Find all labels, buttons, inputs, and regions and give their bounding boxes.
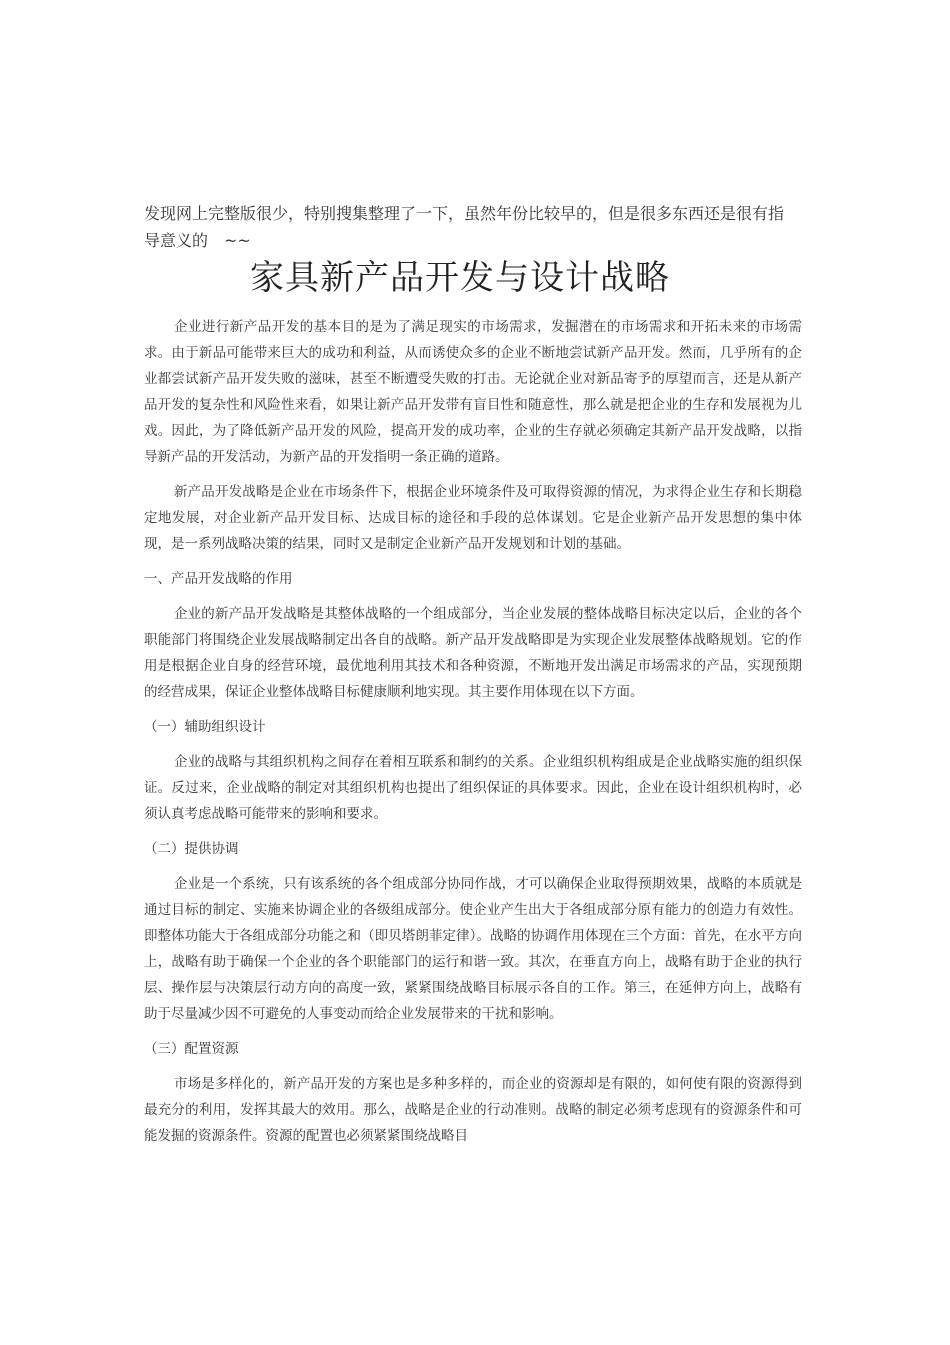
intro-note: 发现网上完整版很少，特别搜集整理了一下，虽然年份比较早的，但是很多东西还是很有指导意义的 ~~ <box>144 204 785 250</box>
paragraph: 企业进行新产品开发的基本目的是为了满足现实的市场需求，发掘潜在的市场需求和开拓未来的市场需求。由于新品可能带来巨大的成功和利益，从而诱使众多的企业不断地尝试新产品开发。然而，几乎所有的企业都尝试新产品开发失败的滋味，甚至不断遭受失败的打击。无论就企业对新品寄予的厚望而言，还是从新产品开发的复杂性和风险性来看，如果让新产品开发带有盲目性和随意性，那么就是把企业的生存和发展视为儿戏。因此，为了降低新产品开发的风险，提高开发的成功率，企业的生存就必须确定其新产品开发战略，以指导新产品的开发活动，为新产品的开发指明一条正确的道路。 <box>144 319 802 465</box>
section-heading: 一、产品开发战略的作用 <box>144 571 293 587</box>
paragraph: 市场是多样化的，新产品开发的方案也是多种多样的，而企业的资源却是有限的，如何使有限的资源得到最充分的利用，发挥其最大的效用。那么，战略是企业的行动准则。战略的制定必须考虑现有的资源条件和可能发掘的资源条件。资源的配置也必须紧紧围绕战略目 <box>144 1076 802 1144</box>
document-body <box>144 314 802 1158</box>
subsection-heading: （三）配置资源 <box>144 1041 239 1057</box>
subsection-heading: （一）辅助组织设计 <box>144 719 266 735</box>
paragraph: 新产品开发战略是企业在市场条件下，根据企业环境条件及可取得资源的情况，为求得企业生存和长期稳定地发展，对企业新产品开发目标、达成目标的途径和手段的总体谋划。它是企业新产品开发思想的集中体现，是一系列战略决策的结果，同时又是制定企业新产品开发规划和计划的基础。 <box>144 484 802 552</box>
document-title: 家具新产品开发与设计战略 <box>250 258 670 298</box>
paragraph: 企业是一个系统，只有该系统的各个组成部分协同作战，才可以确保企业取得预期效果，战略的本质就是通过目标的制定、实施来协调企业的各级组成部分。使企业产生出大于各组成部分原有能力的创造力有效性。即整体功能大于各组成部分功能之和（即贝塔朗菲定律）。战略的协调作用体现在三个方面：首先，在水平方向上，战略有助于确保一个企业的各个职能部门的运行和谐一致。其次，在垂直方向上，战略有助于企业的执行层、操作层与决策层行动方向的高度一致，紧紧围绕战略目标展示各自的工作。第三，在延伸方向上，战略有助于尽量减少因不可避免的人事变动而给企业发展带来的干扰和影响。 <box>144 876 802 1022</box>
subsection-heading: （二）提供协调 <box>144 841 239 857</box>
paragraph: 企业的新产品开发战略是其整体战略的一个组成部分，当企业发展的整体战略目标决定以后，企业的各个职能部门将围绕企业发展战略制定出各自的战略。新产品开发战略即是为实现企业发展整体战略规划。它的作用是根据企业自身的经营环境，最优地利用其技术和各种资源，不断地开发出满足市场需求的产品，实现预期的经营成果，保证企业整体战略目标健康顺利地实现。其主要作用体现在以下方面。 <box>144 606 802 700</box>
paragraph: 企业的战略与其组织机构之间存在着相互联系和制约的关系。企业组织机构组成是企业战略实施的组织保证。反过来，企业战略的制定对其组织机构也提出了组织保证的具体要求。因此，企业在设计组织机构时，必须认真考虑战略可能带来的影响和要求。 <box>144 754 802 822</box>
